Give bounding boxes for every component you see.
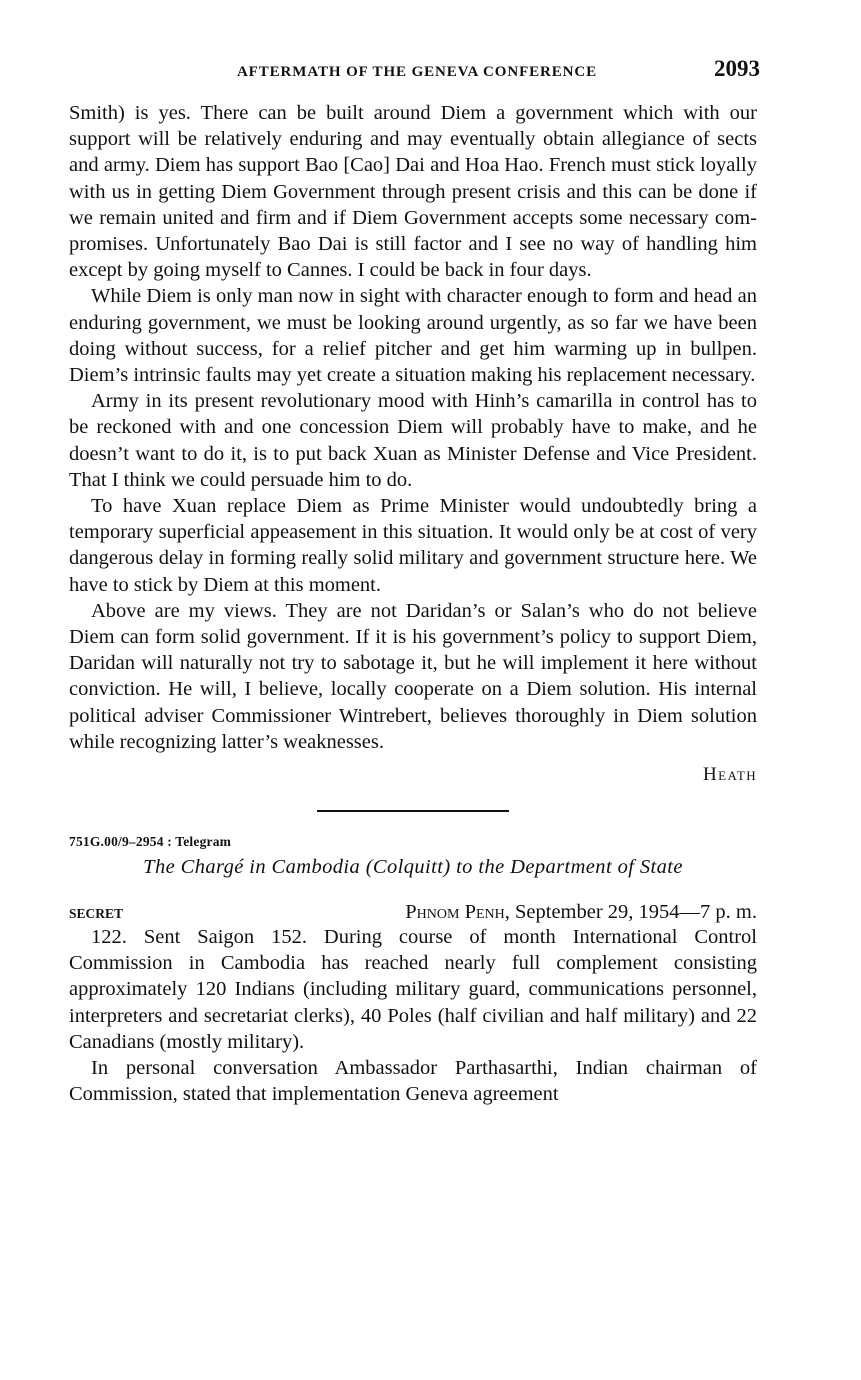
dateline — [405, 901, 757, 924]
file-reference: 751G.00/9–2954 : Telegram — [69, 834, 232, 850]
page-body — [69, 100, 757, 1108]
signature: Heath — [703, 764, 757, 786]
continuation-paragraph-1: Smith) is yes. There can be built around Diem a government which with our support will be relatively enduring and may eventually obtain allegiance of sects and army. Diem has support Bao [Cao] Dai and Hoa Hao. French must stick loyally with us in getting Diem Government through present crisis and this can be done if we remain united and firm and if Diem Government accepts some necessary compromises. Unfortunately Bao Dai is still factor and I see no way of handling him except by going myself to Cannes. I could be back in four days. — [69, 102, 757, 282]
continuation-paragraph-2: While Diem is only man now in sight with character enough to form and head an enduring government, we must be looking around urgently, as so far we have been doing without success, for a relief pitcher and get him warming up in bullpen. Diem’s intrinsic faults may yet create a situation making his replacement necessary. — [69, 285, 757, 387]
dateline-place: Phnom Penh, — [405, 901, 510, 924]
running-title: AFTERMATH OF THE GENEVA CONFERENCE — [236, 64, 598, 80]
classification-label: SECRET — [69, 906, 124, 922]
continuation-paragraph-4: To have Xuan replace Diem as Prime Minister would undoubtedly bring a temporary superficial appeasement in this situation. It would only be at cost of very dangerous delay in forming really solid military and government structure here. We have to stick by Diem at this moment. — [69, 495, 757, 596]
document-paragraph-2: In personal conversation Ambassador Parthasarthi, Indian chairman of Commission, stated that implementation Geneva agreement — [69, 1057, 757, 1106]
document-paragraph-1: 122. Sent Saigon 152. During course of month International Control Commission in Cambodia has reached nearly full complement consisting approximately 120 Indians (including military guard, communications personnel, interpreters and secretariat clerks), 40 Poles (half civilian and half military) and 22 Canadians (mostly military). — [69, 926, 757, 1053]
dateline-row — [69, 901, 757, 924]
running-head — [70, 56, 760, 82]
continuation-paragraph-3: Army in its present revolutionary mood with Hinh’s camarilla in control has to be reckoned with and one concession Diem will probably have to make, and he doesn’t want to do it, is to put back Xuan as Minister Defense and Vice President. That I think we could persuade him to do. — [69, 390, 757, 491]
page-number: 2093 — [714, 56, 760, 81]
continuation-paragraph-5: Above are my views. They are not Daridan’s or Salan’s who do not believe Diem can form solid government. If it is his government’s policy to support Diem, Daridan will naturally not try to sabotage it, but he will implement it here without conviction. He will, I believe, locally cooperate on a Diem solution. His internal political adviser Commissioner Wintrebert, believes thoroughly in Diem solution while recognizing latter’s weaknesses. — [69, 599, 757, 753]
document-title: The Chargé in Cambodia (Colquitt) to the Department of State — [143, 856, 683, 879]
dateline-date: September 29, 1954—7 p. m. — [509, 901, 757, 924]
section-divider — [317, 810, 509, 812]
